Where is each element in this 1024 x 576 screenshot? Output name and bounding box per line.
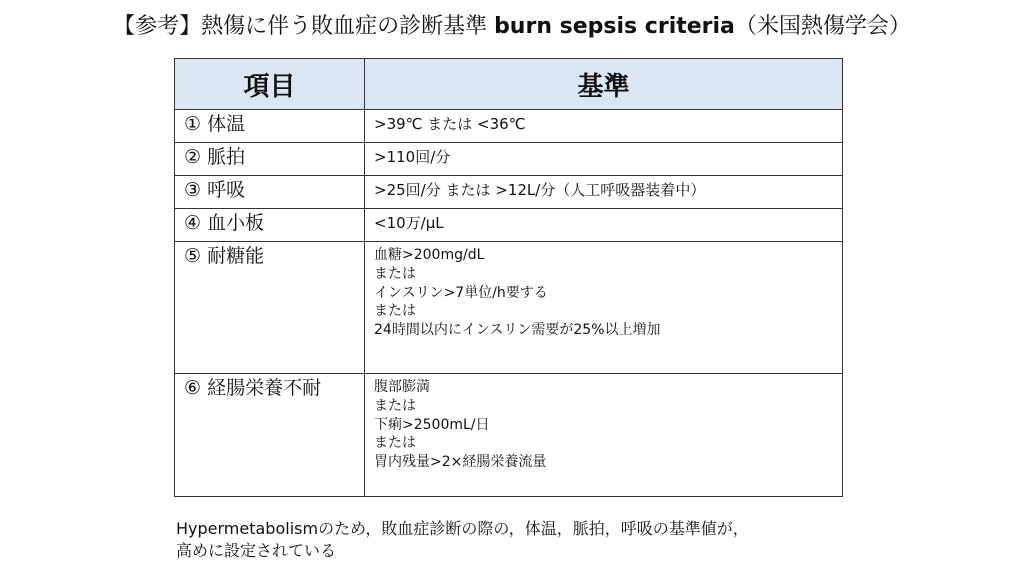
criteria-line: 血糖>200mg/dL [374, 247, 485, 263]
slide-title [0, 12, 1024, 42]
criteria-line: >39℃ または <36℃ [374, 115, 526, 133]
row-item-platelets: ④ 血小板 [175, 209, 365, 242]
row-item-body-temperature: ① 体温 [175, 110, 365, 143]
header-item: 項目 [175, 59, 365, 110]
footnote [176, 518, 936, 562]
criteria-line: >25回/分 または >12L/分（人工呼吸器装着中） [374, 181, 706, 199]
table-row [175, 143, 843, 176]
header-criteria: 基準 [365, 59, 843, 110]
table-row [175, 209, 843, 242]
table-row [175, 242, 843, 374]
criteria-line: <10万/μL [374, 214, 444, 232]
criteria-line: または [374, 397, 416, 414]
criteria-line: 腹部膨満 [374, 379, 430, 395]
title-prefix: 【参考】熱傷に伴う敗血症の診断基準 [113, 14, 495, 39]
row-item-pulse: ② 脈拍 [175, 143, 365, 176]
row-criteria-respiration [365, 176, 843, 209]
criteria-line: 24時間以内にインスリン需要が25%以上増加 [374, 322, 661, 339]
row-criteria-body-temperature [365, 110, 843, 143]
row-item-glucose-tolerance: ⑤ 耐糖能 [175, 242, 365, 374]
table-header-row [175, 59, 843, 110]
table-row [175, 176, 843, 209]
criteria-line: または [374, 265, 416, 282]
footnote-line: 高めに設定されている [176, 541, 337, 560]
table-row [175, 374, 843, 497]
criteria-line: 下痢>2500mL/日 [374, 416, 490, 433]
row-criteria-glucose-tolerance [365, 242, 843, 374]
row-criteria-pulse [365, 143, 843, 176]
criteria-table [174, 58, 843, 497]
criteria-line: >110回/分 [374, 148, 451, 166]
row-item-enteral-feeding-intolerance: ⑥ 経腸栄養不耐 [175, 374, 365, 497]
criteria-line: インスリン>7単位/h要する [374, 284, 548, 301]
title-english: burn sepsis criteria [494, 14, 735, 39]
table-row [175, 110, 843, 143]
title-suffix: （米国熱傷学会） [734, 14, 911, 39]
row-criteria-enteral-feeding-intolerance [365, 374, 843, 497]
criteria-line: 胃内残量>2×経腸栄養流量 [374, 454, 547, 471]
row-item-respiration: ③ 呼吸 [175, 176, 365, 209]
row-criteria-platelets [365, 209, 843, 242]
criteria-line: または [374, 303, 416, 320]
footnote-line: Hypermetabolismのため，敗血症診断の際の，体温，脈拍，呼吸の基準値が， [176, 519, 749, 538]
criteria-line: または [374, 435, 416, 452]
